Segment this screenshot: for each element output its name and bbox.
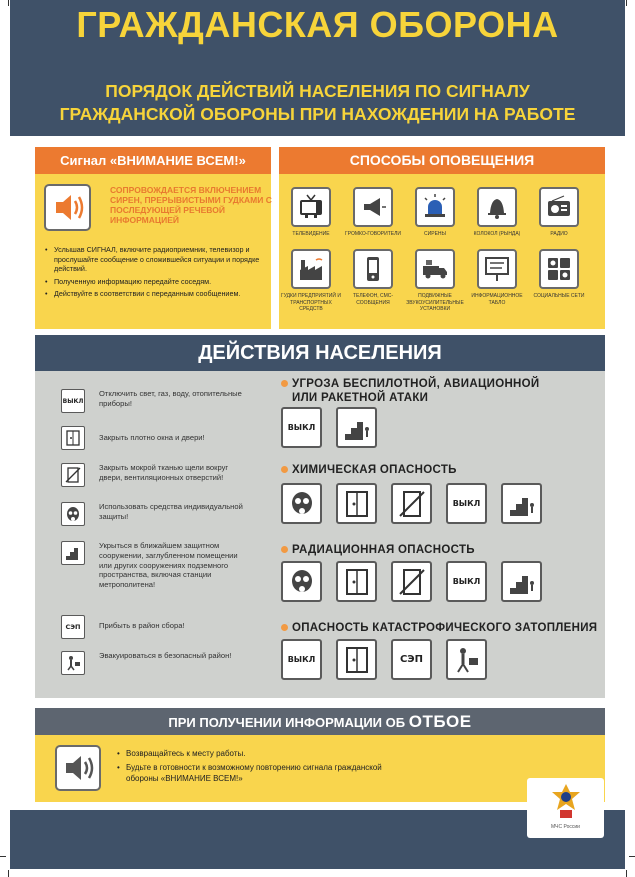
subtitle-line: ГРАЖДАНСКОЙ ОБОРОНЫ ПРИ НАХОЖДЕНИИ НА РАБОТЕ xyxy=(59,104,576,124)
notification-item xyxy=(529,249,589,300)
actions-heading: ДЕЙСТВИЯ НАСЕЛЕНИЯ xyxy=(35,335,605,371)
action-text: Укрыться в ближайшем защитном сооружении, заглубленном помещении или других сооружениях подземного пространства, включая станции метрополитена! xyxy=(99,541,238,590)
loudspeaker-icon xyxy=(353,187,393,227)
notification-label: РАДИО xyxy=(550,231,568,237)
notification-label: КОЛОКОЛ (РЫНДА) xyxy=(473,231,521,237)
speaker-icon xyxy=(44,184,91,231)
crop-mark xyxy=(629,856,635,857)
notification-label: ГРОМКО-ГОВОРИТЕЛИ xyxy=(345,231,401,237)
threat-icons xyxy=(281,639,487,680)
instruction-item: • Услышав СИГНАЛ, включите радиоприемник, телевизор и прослушайте сообщение о сложившейся ситуации и порядке действий. xyxy=(45,245,263,274)
notification-label: ТЕЛЕФОН, СМС-СООБЩЕНИЯ xyxy=(352,293,394,306)
notification-heading: СПОСОБЫ ОПОВЕЩЕНИЯ xyxy=(279,147,605,174)
signal-heading: Сигнал «ВНИМАНИЕ ВСЕМ!» xyxy=(35,147,271,174)
evacuate-icon xyxy=(61,651,85,675)
board-icon xyxy=(477,249,517,289)
tv-icon xyxy=(291,187,331,227)
all-clear-instructions xyxy=(117,748,407,787)
notification-item xyxy=(343,187,403,238)
action-text: Эвакуироваться в безопасный район! xyxy=(99,651,232,660)
notification-label: СОЦИАЛЬНЫЕ СЕТИ xyxy=(533,293,585,299)
bullet-dot xyxy=(281,624,288,631)
actions-panel xyxy=(35,371,605,698)
seal-gaps-icon xyxy=(391,483,432,524)
bullet-dot xyxy=(281,380,288,387)
crop-mark xyxy=(626,870,627,877)
sep-icon: СЭП xyxy=(61,615,85,639)
speaker-icon xyxy=(55,745,101,791)
sep-icon: СЭП xyxy=(391,639,432,680)
power-off-icon: ВЫКЛ xyxy=(446,483,487,524)
notification-label: ТЕЛЕВИДЕНИЕ xyxy=(292,231,330,237)
notification-item xyxy=(529,187,589,238)
seal-gaps-icon xyxy=(61,463,85,487)
action-text: Использовать средства индивидуальной защиты! xyxy=(99,502,243,521)
emchs-emblem xyxy=(527,778,604,838)
notification-item xyxy=(467,249,527,306)
notification-item xyxy=(281,249,341,313)
threat-title: ОПАСНОСТЬ КАТАСТРОФИЧЕСКОГО ЗАТОПЛЕНИЯ xyxy=(281,621,597,635)
notification-label: ПОДВИЖНЫЕ ЗВУКОУСИЛИТЕЛЬНЫЕ УСТАНОВКИ xyxy=(406,293,464,312)
threat-icons xyxy=(281,407,377,448)
shelter-icon xyxy=(336,407,377,448)
notification-label: СИРЕНЫ xyxy=(424,231,446,237)
radio-icon xyxy=(539,187,579,227)
instruction-item: • Будьте в готовности к возможному повторению сигнала гражданской обороны «ВНИМАНИЕ ВСЕМ!» xyxy=(117,762,407,784)
notification-item xyxy=(405,249,465,313)
phone-icon xyxy=(353,249,393,289)
threat-title: ХИМИЧЕСКАЯ ОПАСНОСТЬ xyxy=(281,463,457,477)
notification-item xyxy=(405,187,465,238)
shelter-icon xyxy=(501,483,542,524)
close-doors-icon xyxy=(336,483,377,524)
threat-icons xyxy=(281,561,542,602)
crop-mark xyxy=(8,0,9,6)
all-clear-heading: ПРИ ПОЛУЧЕНИИ ИНФОРМАЦИИ ОБ ОТБОЕ xyxy=(35,708,605,735)
bullet-dot xyxy=(281,546,288,553)
signal-panel xyxy=(35,147,271,329)
close-doors-icon xyxy=(61,426,85,450)
signal-instructions xyxy=(45,245,263,302)
social-icon xyxy=(539,249,579,289)
threat-title: РАДИАЦИОННАЯ ОПАСНОСТЬ xyxy=(281,543,475,557)
crop-mark xyxy=(626,0,627,6)
notification-item xyxy=(467,187,527,238)
bullet-dot xyxy=(281,466,288,473)
shelter-icon xyxy=(61,541,85,565)
instruction-item: • Полученную информацию передайте соседям. xyxy=(45,277,263,287)
instruction-item: • Возвращайтесь к месту работы. xyxy=(117,748,407,759)
notification-item xyxy=(281,187,341,238)
close-doors-icon xyxy=(336,639,377,680)
poster-subtitle xyxy=(10,80,625,126)
gas-mask-icon xyxy=(61,502,85,526)
gas-mask-icon xyxy=(281,483,322,524)
emblem-caption: МЧС России xyxy=(551,824,580,830)
gas-mask-icon xyxy=(281,561,322,602)
power-off-icon: ВЫКЛ xyxy=(61,389,85,413)
power-off-icon: ВЫКЛ xyxy=(281,407,322,448)
action-text: Закрыть плотно окна и двери! xyxy=(99,433,205,442)
crop-mark xyxy=(8,870,9,877)
threat-title: УГРОЗА БЕСПИЛОТНОЙ, АВИАЦИОННОЙ ИЛИ РАКЕТНОЙ АТАКИ xyxy=(281,377,539,405)
action-text: Отключить свет, газ, воду, отопительные приборы! xyxy=(99,389,242,408)
instruction-item: • Действуйте в соответствии с переданным сообщением. xyxy=(45,289,263,299)
emchs-logo-icon xyxy=(550,782,582,822)
action-text: Закрыть мокрой тканью щели вокруг двери, вентиляционных отверстий! xyxy=(99,463,229,482)
power-off-icon: ВЫКЛ xyxy=(281,639,322,680)
power-off-icon: ВЫКЛ xyxy=(446,561,487,602)
seal-gaps-icon xyxy=(391,561,432,602)
factory-icon xyxy=(291,249,331,289)
subtitle-line: ПОРЯДОК ДЕЙСТВИЙ НАСЕЛЕНИЯ ПО СИГНАЛУ xyxy=(105,81,530,101)
notification-label: ГУДКИ ПРЕДПРИЯТИЙ И ТРАНСПОРТНЫХ СРЕДСТВ xyxy=(281,293,341,312)
shelter-icon xyxy=(501,561,542,602)
truck-icon xyxy=(415,249,455,289)
notification-panel xyxy=(279,147,605,329)
evacuate-icon xyxy=(446,639,487,680)
all-clear-panel xyxy=(35,735,605,802)
signal-description: СОПРОВОЖДАЕТСЯ ВКЛЮЧЕНИЕМ СИРЕН, ПРЕРЫВИСТЫМИ ГУДКАМИ С ПОСЛЕДУЮЩЕЙ РЕЧЕВОЙ ИНФОРМАЦИЕЙ xyxy=(110,185,272,225)
bell-icon xyxy=(477,187,517,227)
siren-icon xyxy=(415,187,455,227)
close-doors-icon xyxy=(336,561,377,602)
notification-label: ИНФОРМАЦИОННОЕ ТАБЛО xyxy=(471,293,523,306)
crop-mark xyxy=(0,856,6,857)
poster-title: ГРАЖДАНСКАЯ ОБОРОНА xyxy=(76,4,559,45)
threat-icons xyxy=(281,483,542,524)
poster-header xyxy=(10,0,625,136)
action-text: Прибыть в район сбора! xyxy=(99,621,185,630)
notification-item xyxy=(343,249,403,306)
